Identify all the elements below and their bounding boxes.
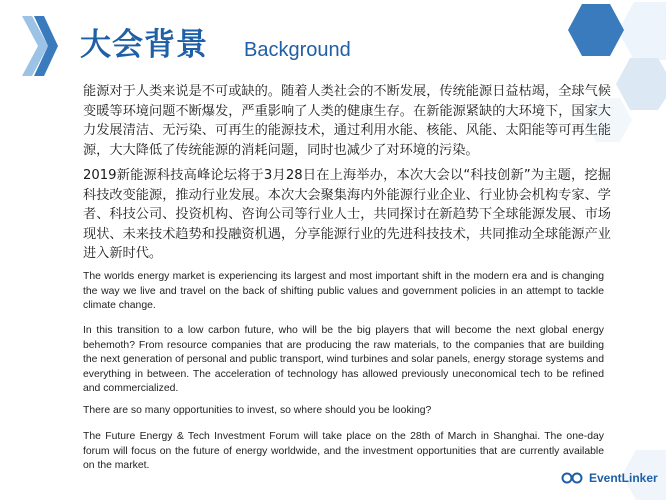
hexagon-corner-decoration-icon [596,430,666,500]
chinese-paragraph-1: 能源对于人类来说是不可或缺的。随着人类社会的不断发展，传统能源日益枯竭，全球气候变暖等环境问题不断爆发，严重影响了人类的健康生存。在新能源紧缺的大环境下，国家大力发展清洁、无污染、可再生的能源技术，通过利用水能、核能、风能、太阳能等可再生能源，大大降低了传统能源的消耗问题，同时也减少了对环境的污染。 [83,84,611,158]
english-paragraph-3: There are so many opportunities to invest, so where should you be looking? [83,405,432,416]
english-paragraph-1: The worlds energy market is experiencing its largest and most important shift in the modern era and is changing the way we live and travel on the back of shifting public values and government policies in an attempt to tackle climate change. [83,271,604,311]
chinese-paragraph-2: 2019新能源科技高峰论坛将于3月28日在上海举办，本次大会以“科技创新”为主题，挖掘科技改变能源，推动行业发展。本次大会聚集海内外能源行业企业、行业协会机构专家、学者、科技公司、投资机构、咨询公司等行业人士，共同探讨在新趋势下全球能源发展、市场现状、未来技术趋势和投融资机遇，分享能源行业的先进科技技术，共同推动全球能源产业进入新时代。 [83,168,611,261]
chevron-decoration-icon [22,16,58,76]
page-subtitle: Background [244,39,351,61]
logo-text: EventLinker [589,471,658,485]
english-paragraph-2: In this transition to a low carbon future, who will be the big players that will become the next global energy behemoth? From resource companies that are producing the raw materials, to the companies that are building the next generation of personal and public transport, wind turbines and solar panels, energy storage systems and everything in between. The acceleration of technology has allowed previously uneconomical tech to be refined and commercialized. [83,325,604,394]
page-title: 大会背景 [80,27,208,63]
link-icon [560,472,584,484]
english-paragraph-4: The Future Energy & Tech Investment Forum will take place on the 28th of March in Shanghai. The one-day forum will focus on the future of energy worldwide, and the investment opportunities that are currently available on the market. [83,431,604,471]
eventlinker-logo [560,470,658,486]
